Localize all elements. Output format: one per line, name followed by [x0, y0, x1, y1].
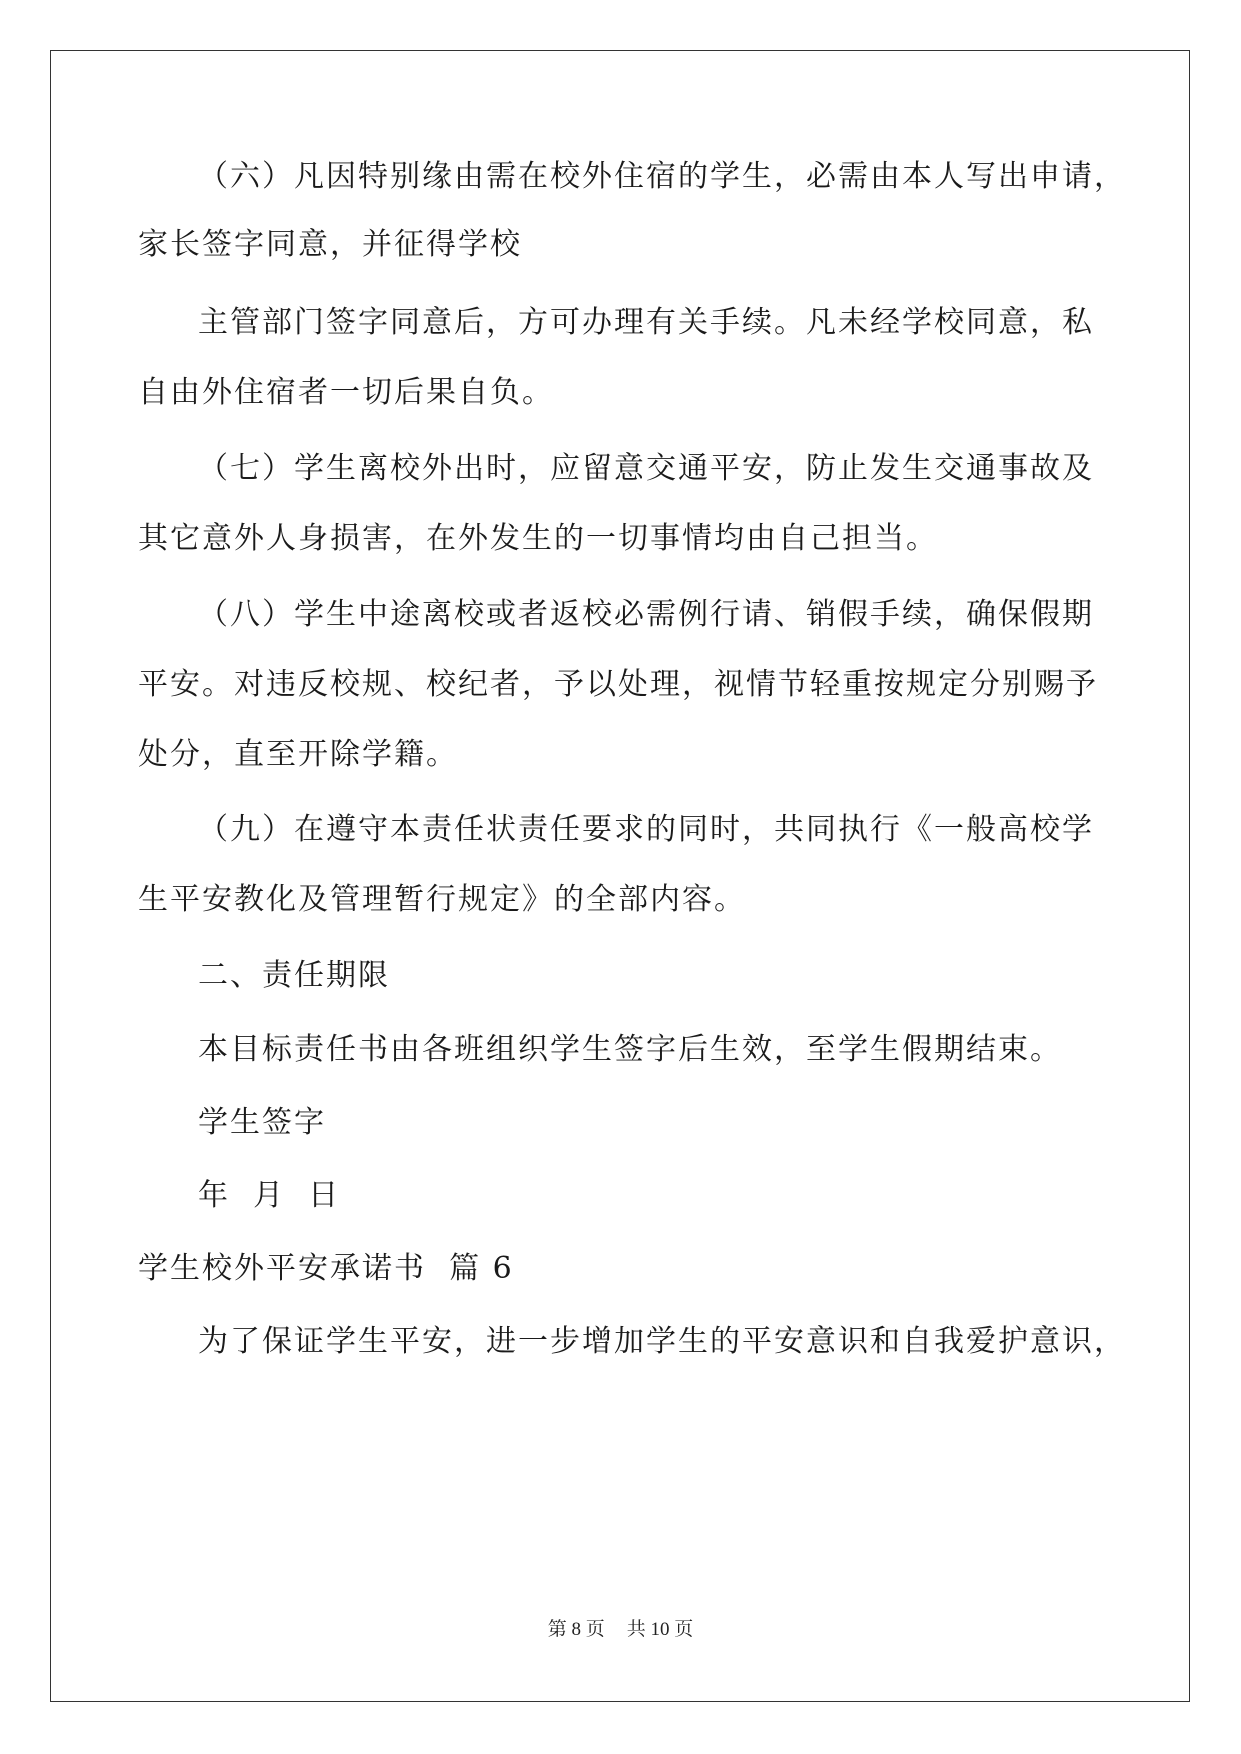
paragraph-line: 本目标责任书由各班组织学生签字后生效，至学生假期结束。 [198, 1032, 1062, 1067]
paragraph-line: 自由外住宿者一切后果自负。 [138, 375, 554, 410]
paragraph-line: （九）在遵守本责任状责任要求的同时，共同执行《一般高校学 [198, 812, 1094, 847]
paragraph-line: 其它意外人身损害，在外发生的一切事情均由自己担当。 [138, 521, 938, 556]
paragraph-line: 主管部门签字同意后，方可办理有关手续。凡未经学校同意，私 [198, 305, 1094, 340]
signature-label: 学生签字 [198, 1105, 326, 1140]
date-label: 年 月 日 [198, 1178, 341, 1213]
page-number: 第 8 页 [547, 1619, 605, 1640]
paragraph-line: （八）学生中途离校或者返校必需例行请、销假手续，确保假期 [198, 597, 1094, 632]
page-border [50, 50, 1190, 1702]
paragraph-line: 为了保证学生平安，进一步增加学生的平安意识和自我爱护意识， [198, 1324, 1126, 1359]
page-total: 共 10 页 [626, 1619, 694, 1640]
paragraph-line: 处分，直至开除学籍。 [138, 737, 458, 772]
paragraph-line: 生平安教化及管理暂行规定》的全部内容。 [138, 882, 746, 917]
paragraph-line: （六）凡因特别缘由需在校外住宿的学生，必需由本人写出申请， [198, 159, 1126, 194]
page-footer [0, 1617, 1241, 1643]
paragraph-line: 家长签字同意，并征得学校 [138, 227, 522, 262]
section-heading: 二、责任期限 [198, 958, 390, 993]
paragraph-line: （七）学生离校外出时，应留意交通平安，防止发生交通事故及 [198, 451, 1094, 486]
paragraph-line: 平安。对违反校规、校纪者，予以处理，视情节轻重按规定分别赐予 [138, 667, 1098, 702]
document-title: 学生校外平安承诺书 篇 6 [138, 1251, 514, 1286]
